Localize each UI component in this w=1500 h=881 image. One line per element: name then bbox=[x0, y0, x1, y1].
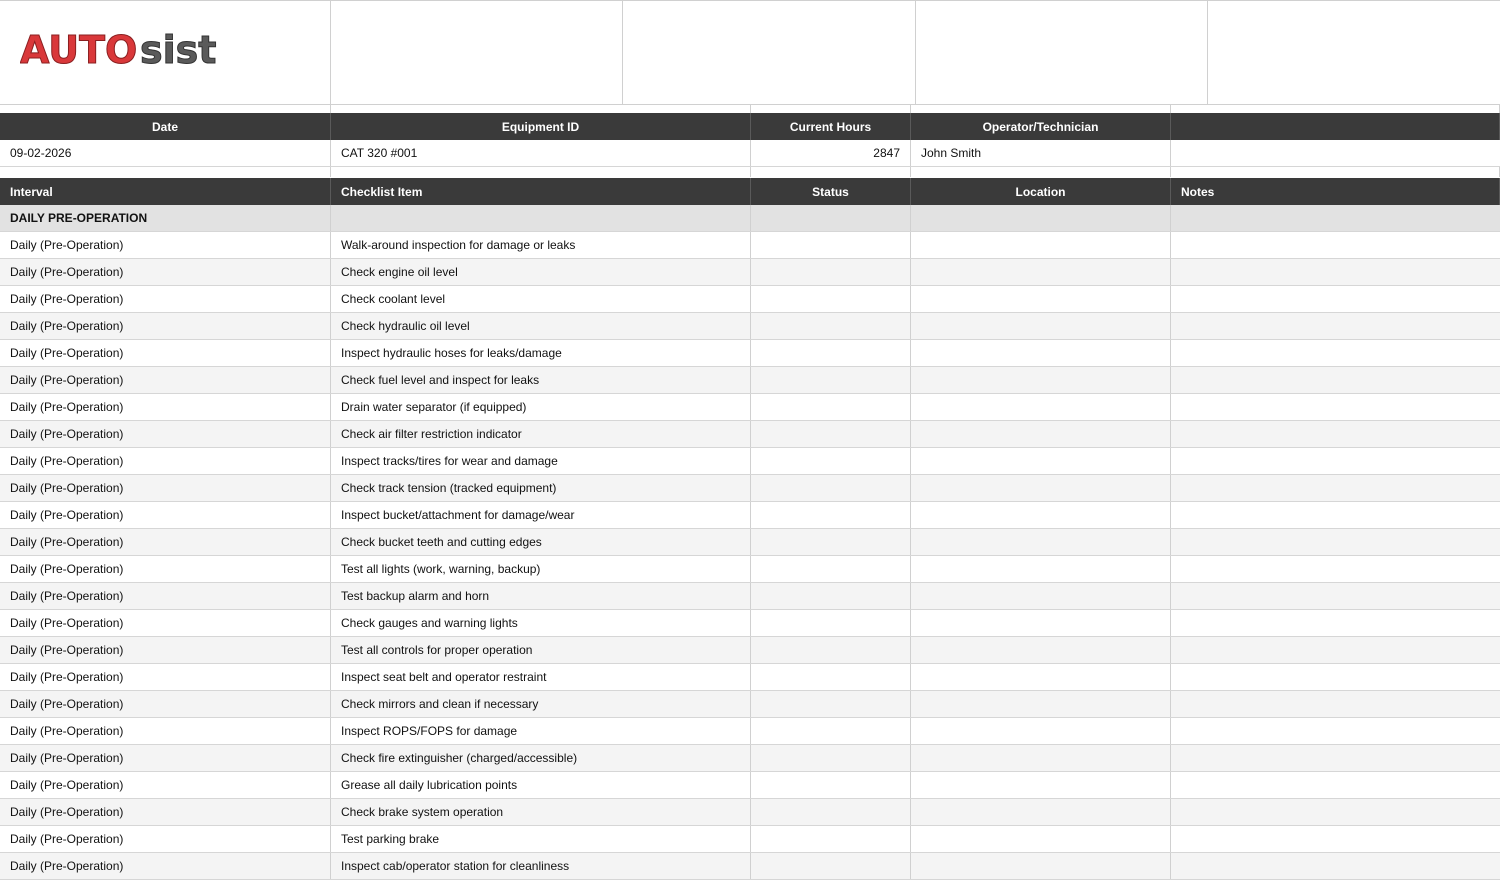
notes-cell[interactable] bbox=[1171, 421, 1500, 447]
checklist-item-cell: Test all lights (work, warning, backup) bbox=[331, 556, 751, 582]
status-cell[interactable] bbox=[751, 259, 911, 285]
status-cell[interactable] bbox=[751, 664, 911, 690]
location-header: Location bbox=[911, 178, 1171, 205]
status-cell[interactable] bbox=[751, 232, 911, 258]
interval-cell: Daily (Pre-Operation) bbox=[0, 502, 331, 528]
interval-cell: Daily (Pre-Operation) bbox=[0, 637, 331, 663]
table-row bbox=[0, 853, 1500, 880]
checklist-item-cell: Check air filter restriction indicator bbox=[331, 421, 751, 447]
status-cell[interactable] bbox=[751, 718, 911, 744]
checklist-item-cell: Walk-around inspection for damage or leaks bbox=[331, 232, 751, 258]
notes-cell[interactable] bbox=[1171, 259, 1500, 285]
logo-band-cell bbox=[331, 1, 623, 105]
checklist-item-cell: Check coolant level bbox=[331, 286, 751, 312]
autosist-logo-icon bbox=[20, 29, 235, 69]
status-cell[interactable] bbox=[751, 313, 911, 339]
notes-cell[interactable] bbox=[1171, 502, 1500, 528]
location-cell[interactable] bbox=[911, 340, 1171, 366]
notes-header: Notes bbox=[1171, 178, 1500, 205]
interval-cell: Daily (Pre-Operation) bbox=[0, 745, 331, 771]
checklist-item-cell: Check fuel level and inspect for leaks bbox=[331, 367, 751, 393]
operator-value[interactable]: John Smith bbox=[911, 140, 1171, 166]
table-row bbox=[0, 745, 1500, 772]
status-cell[interactable] bbox=[751, 502, 911, 528]
checklist-item-cell: Inspect tracks/tires for wear and damage bbox=[331, 448, 751, 474]
status-cell[interactable] bbox=[751, 637, 911, 663]
notes-cell[interactable] bbox=[1171, 394, 1500, 420]
location-cell[interactable] bbox=[911, 718, 1171, 744]
interval-cell: Daily (Pre-Operation) bbox=[0, 772, 331, 798]
interval-cell: Daily (Pre-Operation) bbox=[0, 259, 331, 285]
notes-cell[interactable] bbox=[1171, 718, 1500, 744]
section-cell bbox=[1171, 205, 1500, 231]
interval-cell: Daily (Pre-Operation) bbox=[0, 691, 331, 717]
location-cell[interactable] bbox=[911, 664, 1171, 690]
blank-value[interactable] bbox=[1171, 140, 1500, 166]
location-cell[interactable] bbox=[911, 286, 1171, 312]
current-hours-header: Current Hours bbox=[751, 113, 911, 140]
spacer-cell bbox=[751, 167, 911, 177]
notes-cell[interactable] bbox=[1171, 529, 1500, 555]
spacer-cell bbox=[1171, 167, 1500, 177]
table-row bbox=[0, 448, 1500, 475]
checklist-item-cell: Test all controls for proper operation bbox=[331, 637, 751, 663]
checklist-item-cell: Check engine oil level bbox=[331, 259, 751, 285]
table-row bbox=[0, 826, 1500, 853]
spacer-cell bbox=[0, 167, 331, 177]
notes-cell[interactable] bbox=[1171, 340, 1500, 366]
section-row bbox=[0, 205, 1500, 232]
checklist-body bbox=[0, 232, 1500, 880]
notes-cell[interactable] bbox=[1171, 367, 1500, 393]
operator-header: Operator/Technician bbox=[911, 113, 1171, 140]
location-cell[interactable] bbox=[911, 448, 1171, 474]
location-cell[interactable] bbox=[911, 691, 1171, 717]
table-row bbox=[0, 502, 1500, 529]
notes-cell[interactable] bbox=[1171, 637, 1500, 663]
interval-cell: Daily (Pre-Operation) bbox=[0, 826, 331, 852]
location-cell[interactable] bbox=[911, 394, 1171, 420]
checklist-item-cell: Check gauges and warning lights bbox=[331, 610, 751, 636]
location-cell[interactable] bbox=[911, 853, 1171, 879]
notes-cell[interactable] bbox=[1171, 313, 1500, 339]
interval-cell: Daily (Pre-Operation) bbox=[0, 664, 331, 690]
status-cell[interactable] bbox=[751, 529, 911, 555]
interval-cell: Daily (Pre-Operation) bbox=[0, 421, 331, 447]
checklist-item-cell: Check mirrors and clean if necessary bbox=[331, 691, 751, 717]
info-header-row bbox=[0, 113, 1500, 140]
equipment-id-header: Equipment ID bbox=[331, 113, 751, 140]
checklist-item-cell: Inspect cab/operator station for cleanliness bbox=[331, 853, 751, 879]
equipment-id-value[interactable]: CAT 320 #001 bbox=[331, 140, 751, 166]
checklist-item-cell: Inspect bucket/attachment for damage/wear bbox=[331, 502, 751, 528]
table-row bbox=[0, 475, 1500, 502]
checklist-item-cell: Inspect hydraulic hoses for leaks/damage bbox=[331, 340, 751, 366]
notes-cell[interactable] bbox=[1171, 772, 1500, 798]
autosist-logo bbox=[20, 29, 235, 72]
location-cell[interactable] bbox=[911, 583, 1171, 609]
table-row bbox=[0, 691, 1500, 718]
notes-cell[interactable] bbox=[1171, 286, 1500, 312]
location-cell[interactable] bbox=[911, 637, 1171, 663]
table-row bbox=[0, 340, 1500, 367]
table-row bbox=[0, 313, 1500, 340]
table-row bbox=[0, 610, 1500, 637]
status-cell[interactable] bbox=[751, 394, 911, 420]
section-cell bbox=[911, 205, 1171, 231]
table-row bbox=[0, 556, 1500, 583]
logo-band-cell bbox=[916, 1, 1208, 105]
blank-header bbox=[1171, 113, 1500, 140]
notes-cell[interactable] bbox=[1171, 610, 1500, 636]
notes-cell[interactable] bbox=[1171, 583, 1500, 609]
table-row bbox=[0, 718, 1500, 745]
status-cell[interactable] bbox=[751, 772, 911, 798]
checklist-item-header: Checklist Item bbox=[331, 178, 751, 205]
notes-cell[interactable] bbox=[1171, 853, 1500, 879]
location-cell[interactable] bbox=[911, 313, 1171, 339]
status-cell[interactable] bbox=[751, 556, 911, 582]
interval-cell: Daily (Pre-Operation) bbox=[0, 556, 331, 582]
status-cell[interactable] bbox=[751, 340, 911, 366]
location-cell[interactable] bbox=[911, 610, 1171, 636]
logo-cell bbox=[0, 1, 331, 105]
location-cell[interactable] bbox=[911, 475, 1171, 501]
interval-cell: Daily (Pre-Operation) bbox=[0, 313, 331, 339]
location-cell[interactable] bbox=[911, 799, 1171, 825]
logo-text-auto: AUTO bbox=[20, 29, 138, 69]
notes-cell[interactable] bbox=[1171, 448, 1500, 474]
interval-cell: Daily (Pre-Operation) bbox=[0, 799, 331, 825]
notes-cell[interactable] bbox=[1171, 664, 1500, 690]
date-header: Date bbox=[0, 113, 331, 140]
checklist-item-cell: Check track tension (tracked equipment) bbox=[331, 475, 751, 501]
table-row bbox=[0, 637, 1500, 664]
info-value-row bbox=[0, 140, 1500, 167]
checklist-item-cell: Test parking brake bbox=[331, 826, 751, 852]
checklist-header-row bbox=[0, 178, 1500, 205]
location-cell[interactable] bbox=[911, 259, 1171, 285]
table-row bbox=[0, 394, 1500, 421]
interval-cell: Daily (Pre-Operation) bbox=[0, 367, 331, 393]
notes-cell[interactable] bbox=[1171, 691, 1500, 717]
status-cell[interactable] bbox=[751, 475, 911, 501]
location-cell[interactable] bbox=[911, 826, 1171, 852]
notes-cell[interactable] bbox=[1171, 826, 1500, 852]
status-cell[interactable] bbox=[751, 826, 911, 852]
location-cell[interactable] bbox=[911, 529, 1171, 555]
interval-cell: Daily (Pre-Operation) bbox=[0, 232, 331, 258]
status-cell[interactable] bbox=[751, 421, 911, 447]
section-cell bbox=[331, 205, 751, 231]
notes-cell[interactable] bbox=[1171, 232, 1500, 258]
checklist-item-cell: Inspect ROPS/FOPS for damage bbox=[331, 718, 751, 744]
location-cell[interactable] bbox=[911, 772, 1171, 798]
checklist-item-cell: Inspect seat belt and operator restraint bbox=[331, 664, 751, 690]
notes-cell[interactable] bbox=[1171, 475, 1500, 501]
location-cell[interactable] bbox=[911, 367, 1171, 393]
interval-cell: Daily (Pre-Operation) bbox=[0, 583, 331, 609]
spacer-cell bbox=[911, 167, 1171, 177]
location-cell[interactable] bbox=[911, 745, 1171, 771]
location-cell[interactable] bbox=[911, 421, 1171, 447]
section-cell bbox=[751, 205, 911, 231]
table-row bbox=[0, 259, 1500, 286]
interval-cell: Daily (Pre-Operation) bbox=[0, 610, 331, 636]
current-hours-value[interactable]: 2847 bbox=[751, 140, 911, 166]
interval-cell: Daily (Pre-Operation) bbox=[0, 853, 331, 879]
status-cell[interactable] bbox=[751, 610, 911, 636]
checklist-item-cell: Grease all daily lubrication points bbox=[331, 772, 751, 798]
interval-header: Interval bbox=[0, 178, 331, 205]
status-cell[interactable] bbox=[751, 691, 911, 717]
interval-cell: Daily (Pre-Operation) bbox=[0, 718, 331, 744]
section-title: DAILY PRE-OPERATION bbox=[0, 205, 331, 231]
table-row bbox=[0, 286, 1500, 313]
status-cell[interactable] bbox=[751, 799, 911, 825]
logo-band bbox=[0, 0, 1500, 105]
logo-band-cell bbox=[623, 1, 916, 105]
status-cell[interactable] bbox=[751, 367, 911, 393]
status-cell[interactable] bbox=[751, 448, 911, 474]
notes-cell[interactable] bbox=[1171, 745, 1500, 771]
status-cell[interactable] bbox=[751, 853, 911, 879]
logo-band-cell bbox=[1208, 1, 1500, 105]
status-cell[interactable] bbox=[751, 745, 911, 771]
interval-cell: Daily (Pre-Operation) bbox=[0, 286, 331, 312]
interval-cell: Daily (Pre-Operation) bbox=[0, 448, 331, 474]
checklist-item-cell: Check bucket teeth and cutting edges bbox=[331, 529, 751, 555]
table-row bbox=[0, 529, 1500, 556]
location-cell[interactable] bbox=[911, 556, 1171, 582]
checklist-table bbox=[0, 178, 1500, 880]
checklist-item-cell: Test backup alarm and horn bbox=[331, 583, 751, 609]
interval-cell: Daily (Pre-Operation) bbox=[0, 529, 331, 555]
status-header: Status bbox=[751, 178, 911, 205]
checklist-item-cell: Check hydraulic oil level bbox=[331, 313, 751, 339]
checklist-item-cell: Check brake system operation bbox=[331, 799, 751, 825]
status-cell[interactable] bbox=[751, 286, 911, 312]
date-value[interactable]: 09-02-2026 bbox=[0, 140, 331, 166]
interval-cell: Daily (Pre-Operation) bbox=[0, 475, 331, 501]
table-row bbox=[0, 367, 1500, 394]
spacer-cell bbox=[331, 167, 751, 177]
table-row bbox=[0, 583, 1500, 610]
table-row bbox=[0, 421, 1500, 448]
table-row bbox=[0, 799, 1500, 826]
notes-cell[interactable] bbox=[1171, 556, 1500, 582]
table-row bbox=[0, 664, 1500, 691]
table-row bbox=[0, 772, 1500, 799]
table-row bbox=[0, 232, 1500, 259]
checklist-item-cell: Check fire extinguisher (charged/accessible) bbox=[331, 745, 751, 771]
info-table bbox=[0, 113, 1500, 177]
checklist-item-cell: Drain water separator (if equipped) bbox=[331, 394, 751, 420]
interval-cell: Daily (Pre-Operation) bbox=[0, 340, 331, 366]
interval-cell: Daily (Pre-Operation) bbox=[0, 394, 331, 420]
status-cell[interactable] bbox=[751, 583, 911, 609]
notes-cell[interactable] bbox=[1171, 799, 1500, 825]
logo-text-sist: sist bbox=[140, 29, 217, 69]
location-cell[interactable] bbox=[911, 502, 1171, 528]
location-cell[interactable] bbox=[911, 232, 1171, 258]
